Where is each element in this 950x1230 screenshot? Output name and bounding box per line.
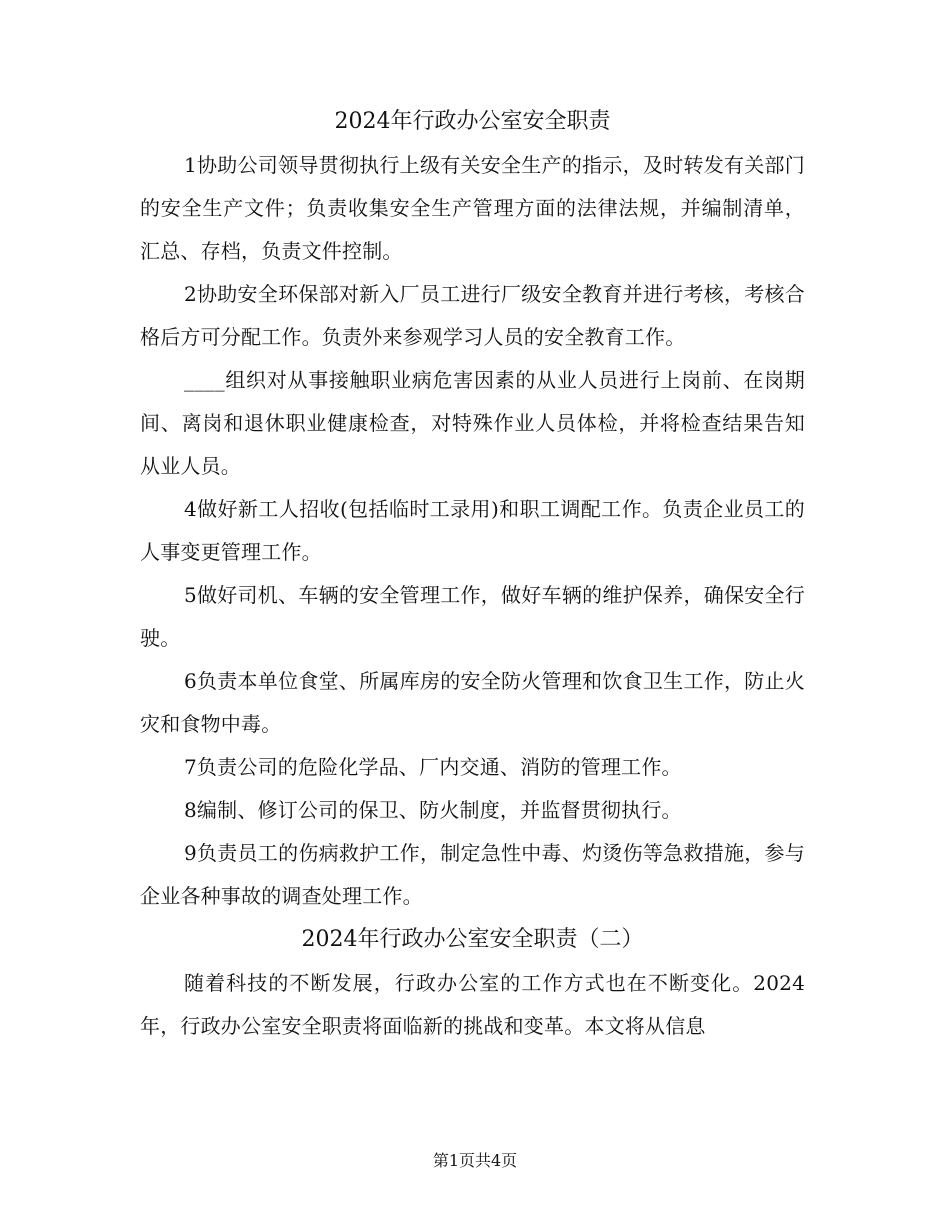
paragraph-3: ____组织对从事接触职业病危害因素的从业人员进行上岗前、在岗期间、离岗和退休职业健康检查，对特殊作业人员体检，并将检查结果告知从业人员。 [140,368,805,478]
page-number-footer: 第1页共4页 [432,1151,518,1170]
section-2-paragraph-1: 随着科技的不断发展，行政办公室的工作方式也在不断变化。2024年，行政办公室安全职责将面临新的挑战和变革。本文将从信息 [140,971,805,1038]
section-2-title: 2024年行政办公室安全职责（二） [301,927,644,952]
paragraph-5: 5做好司机、车辆的安全管理工作，做好车辆的维护保养，确保安全行驶。 [140,583,805,650]
paragraph-8: 8编制、修订公司的保卫、防火制度，并监督贯彻执行。 [184,798,682,822]
paragraph-6: 6负责本单位食堂、所属库房的安全防火管理和饮食卫生工作，防止火灾和食物中毒。 [140,669,805,736]
paragraph-2: 2协助安全环保部对新入厂员工进行厂级安全教育并进行考核，考核合格后方可分配工作。负责外来参观学习人员的安全教育工作。 [140,282,805,349]
paragraph-4: 4做好新工人招收(包括临时工录用)和职工调配工作。负责企业员工的人事变更管理工作。 [140,497,805,564]
document-body [140,100,805,1048]
paragraph-7: 7负责公司的危险化学品、厂内交通、消防的管理工作。 [184,755,682,779]
paragraph-9: 9负责员工的伤病救护工作，制定急性中毒、灼烫伤等急救措施，参与企业各种事故的调查处理工作。 [140,841,805,908]
paragraph-1: 1协助公司领导贯彻执行上级有关安全生产的指示，及时转发有关部门的安全生产文件；负责收集安全生产管理方面的法律法规，并编制清单，汇总、存档，负责文件控制。 [140,153,805,263]
document-title: 2024年行政办公室安全职责 [334,109,611,134]
